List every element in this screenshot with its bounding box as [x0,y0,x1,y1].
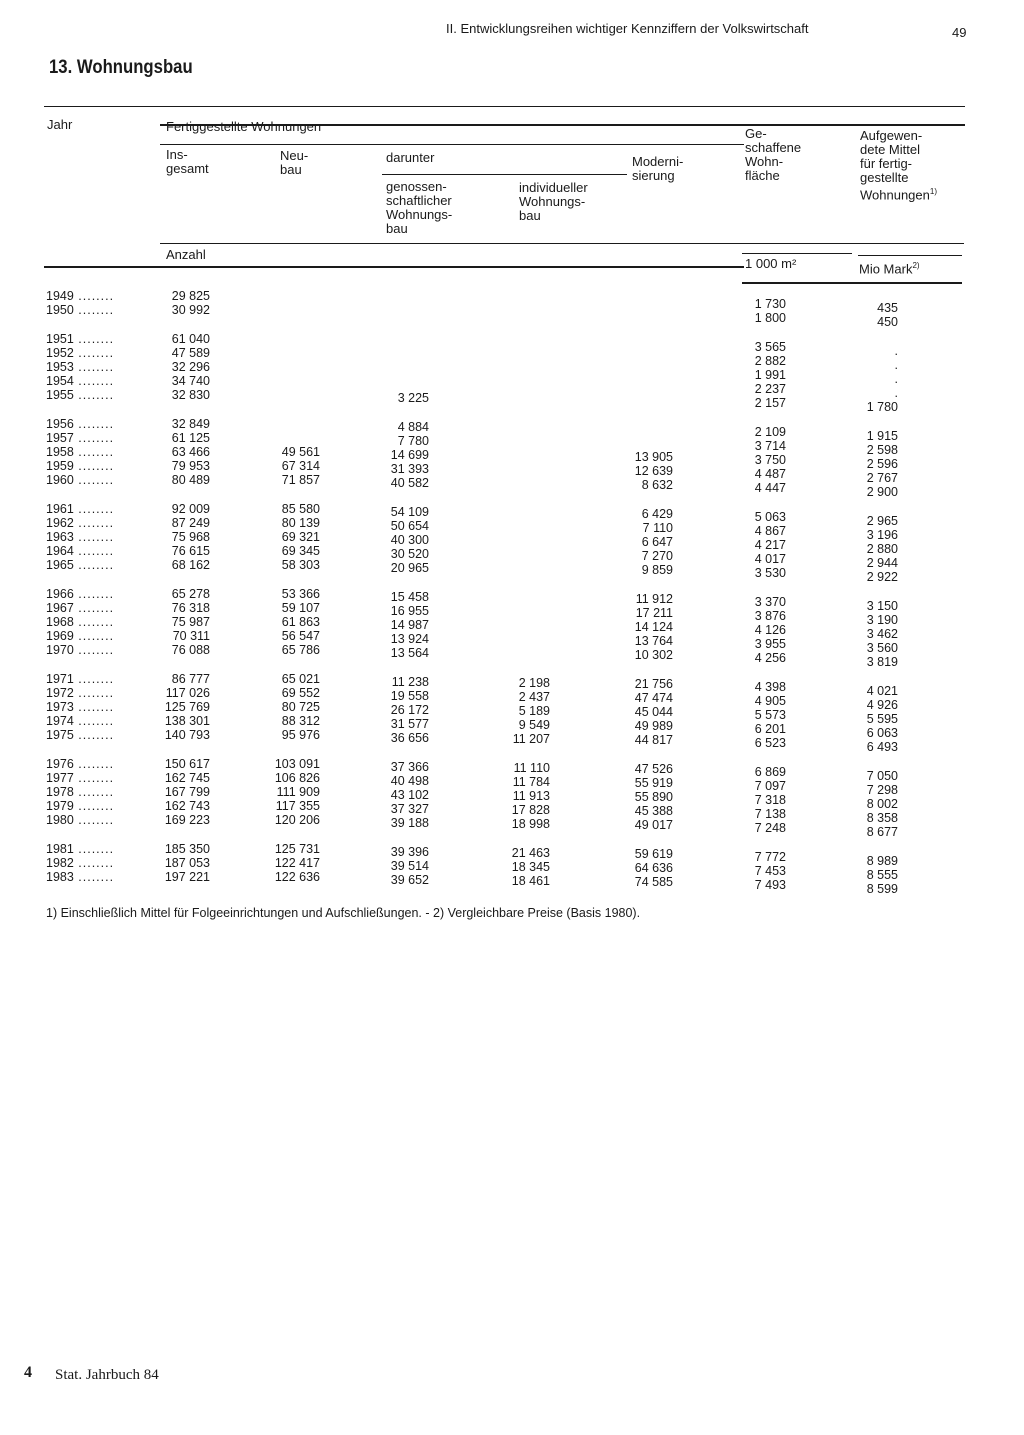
cell-mittel: 1 915 [866,429,898,443]
row-year: 1962 ........ [46,516,115,530]
cell-modern: 49 017 [634,818,673,832]
cell-mittel: 1 780 [866,400,898,414]
cell-insgesamt: 79 953 [171,459,210,473]
cell-genossen: 3 225 [397,391,429,405]
cell-insgesamt: 167 799 [164,785,210,799]
cell-neubau: 125 731 [274,842,320,856]
cell-flaeche: 6 201 [754,722,786,736]
cell-mittel: 3 560 [866,641,898,655]
cell-flaeche: 4 017 [754,552,786,566]
cell-neubau: 65 021 [281,672,320,686]
cell-flaeche: 7 318 [754,793,786,807]
cell-mittel: 435 [877,301,898,315]
cell-modern: 64 636 [634,861,673,875]
cell-flaeche: 7 772 [754,850,786,864]
col-header-fertiggestellte: Fertiggestellte Wohnungen [166,119,322,134]
row-year: 1983 ........ [46,870,115,884]
col-header-individueller: individueller Wohnungs- bau [519,180,588,223]
cell-mittel: 7 050 [866,769,898,783]
cell-flaeche: 3 750 [754,453,786,467]
cell-genossen: 20 965 [390,561,429,575]
cell-insgesamt: 65 278 [171,587,210,601]
cell-genossen: 43 102 [390,788,429,802]
cell-insgesamt: 32 830 [171,388,210,402]
cell-modern: 7 110 [642,521,673,535]
col-header-darunter: darunter [386,150,435,165]
cell-flaeche: 1 991 [754,368,786,382]
cell-neubau: 49 561 [281,445,320,459]
cell-individ: 17 828 [511,803,550,817]
row-year: 1971 ........ [46,672,115,686]
cell-mittel: 6 493 [866,740,898,754]
cell-mittel: 8 599 [866,882,898,896]
row-year: 1979 ........ [46,799,115,813]
cell-mittel: 2 767 [866,471,898,485]
col-header-mittel: Aufgewen- dete Mittel für fertig- gestellte Wohnungen$^{1)}$ [860,128,937,203]
cell-neubau: 67 314 [281,459,320,473]
row-year: 1959 ........ [46,459,115,473]
cell-insgesamt: 32 296 [171,360,210,374]
cell-mittel: 7 298 [866,783,898,797]
cell-insgesamt: 150 617 [164,757,210,771]
cell-genossen: 54 109 [390,505,429,519]
cell-flaeche: 5 063 [754,510,786,524]
cell-mittel: 4 926 [866,698,898,712]
cell-neubau: 120 206 [274,813,320,827]
cell-mittel: 3 196 [866,528,898,542]
row-year: 1954 ........ [46,374,115,388]
cell-insgesamt: 138 301 [164,714,210,728]
row-year: 1963 ........ [46,530,115,544]
cell-neubau: 53 366 [281,587,320,601]
cell-modern: 55 919 [634,776,673,790]
cell-mittel: 2 596 [866,457,898,471]
cell-genossen: 31 577 [390,717,429,731]
cell-insgesamt: 197 221 [164,870,210,884]
row-year: 1974 ........ [46,714,115,728]
cell-neubau: 122 636 [274,870,320,884]
cell-mittel: 2 880 [866,542,898,556]
unit-rule-mark [858,255,962,256]
cell-neubau: 65 786 [281,643,320,657]
cell-insgesamt: 47 589 [171,346,210,360]
cell-genossen: 40 498 [390,774,429,788]
footnote-ref-1: 1) [929,187,937,196]
cell-insgesamt: 76 615 [171,544,210,558]
row-year: 1966 ........ [46,587,115,601]
fertiggestellte-rule [160,144,744,145]
cell-modern: 11 912 [635,592,673,606]
cell-flaeche: 2 237 [754,382,786,396]
cell-insgesamt: 187 053 [164,856,210,870]
cell-modern: 74 585 [634,875,673,889]
cell-neubau: 117 355 [275,799,320,813]
cell-modern: 45 044 [634,705,673,719]
unit-rule-m2 [742,253,852,254]
cell-modern: 45 388 [634,804,673,818]
cell-genossen: 7 780 [397,434,429,448]
body-rule-left [44,266,744,268]
cell-flaeche: 6 523 [754,736,786,750]
row-year: 1953 ........ [46,360,115,374]
cell-genossen: 4 884 [397,420,429,434]
cell-modern: 21 756 [634,677,673,691]
cell-modern: 6 429 [641,507,673,521]
cell-insgesamt: 61 040 [171,332,210,346]
row-year: 1957 ........ [46,431,115,445]
cell-mittel: 2 922 [866,570,898,584]
row-year: 1968 ........ [46,615,115,629]
cell-flaeche: 1 730 [754,297,786,311]
cell-individ: 18 345 [511,860,550,874]
cell-flaeche: 3 876 [754,609,786,623]
cell-flaeche: 2 109 [754,425,786,439]
cell-neubau: 106 826 [274,771,320,785]
cell-mittel: 8 358 [866,811,898,825]
cell-genossen: 39 652 [390,873,429,887]
cell-genossen: 14 699 [390,448,429,462]
cell-insgesamt: 125 769 [164,700,210,714]
cell-individ: 11 207 [512,732,550,746]
cell-insgesamt: 29 825 [171,289,210,303]
cell-individ: 21 463 [511,846,550,860]
cell-flaeche: 5 573 [754,708,786,722]
row-year: 1955 ........ [46,388,115,402]
cell-modern: 14 124 [634,620,673,634]
cell-individ: 11 913 [512,789,550,803]
row-year: 1950 ........ [46,303,115,317]
cell-mittel: 6 063 [866,726,898,740]
row-year: 1965 ........ [46,558,115,572]
cell-individ: 2 437 [518,690,550,704]
row-year: 1973 ........ [46,700,115,714]
cell-flaeche: 3 955 [754,637,786,651]
footnote-ref-2: 2) [912,261,920,270]
cell-neubau: 85 580 [281,502,320,516]
cell-neubau: 80 725 [281,700,320,714]
cell-genossen: 19 558 [390,689,429,703]
cell-genossen: 50 654 [390,519,429,533]
cell-insgesamt: 140 793 [164,728,210,742]
cell-mittel: 2 900 [866,485,898,499]
cell-mittel: . [894,372,898,386]
cell-individ: 18 461 [511,874,550,888]
cell-neubau: 103 091 [274,757,320,771]
row-year: 1956 ........ [46,417,115,431]
cell-neubau: 61 863 [281,615,320,629]
cell-insgesamt: 92 009 [171,502,210,516]
cell-insgesamt: 30 992 [171,303,210,317]
body-rule-right [742,282,962,284]
cell-flaeche: 1 800 [754,311,786,325]
cell-insgesamt: 34 740 [171,374,210,388]
cell-mittel: . [894,358,898,372]
table-title: 13. Wohnungsbau [49,57,193,78]
cell-flaeche: 2 882 [754,354,786,368]
col-header-insgesamt: Ins- gesamt [166,147,209,176]
cell-genossen: 15 458 [390,590,429,604]
col-header-wohnflaeche: Ge- schaffene Wohn- fläche [745,126,802,183]
cell-mittel: 8 555 [866,868,898,882]
unit-rule [160,243,964,244]
cell-insgesamt: 80 489 [171,473,210,487]
cell-individ: 18 998 [511,817,550,831]
cell-genossen: 26 172 [390,703,429,717]
row-year: 1976 ........ [46,757,115,771]
darunter-rule [382,174,627,175]
cell-mittel: 5 595 [866,712,898,726]
cell-genossen: 40 300 [390,533,429,547]
cell-genossen: 39 188 [390,816,429,830]
cell-individ: 11 110 [513,761,550,775]
cell-flaeche: 3 370 [754,595,786,609]
cell-insgesamt: 185 350 [164,842,210,856]
cell-flaeche: 4 487 [754,467,786,481]
cell-mittel: 3 462 [866,627,898,641]
cell-genossen: 30 520 [390,547,429,561]
row-year: 1960 ........ [46,473,115,487]
cell-insgesamt: 76 318 [171,601,210,615]
row-year: 1981 ........ [46,842,115,856]
cell-mittel: 3 150 [866,599,898,613]
row-year: 1982 ........ [46,856,115,870]
cell-mittel: . [894,344,898,358]
row-year: 1952 ........ [46,346,115,360]
cell-insgesamt: 61 125 [171,431,210,445]
cell-individ: 2 198 [518,676,550,690]
cell-modern: 47 474 [634,691,673,705]
unit-mio-mark: Mio Mark$^{2)}$ [859,261,920,277]
col-header-jahr: Jahr [47,117,73,132]
cell-modern: 47 526 [634,762,673,776]
row-year: 1951 ........ [46,332,115,346]
cell-modern: 55 890 [634,790,673,804]
cell-flaeche: 7 248 [754,821,786,835]
cell-modern: 13 905 [634,450,673,464]
cell-flaeche: 4 398 [754,680,786,694]
cell-flaeche: 7 097 [754,779,786,793]
cell-insgesamt: 68 162 [171,558,210,572]
cell-flaeche: 4 447 [754,481,786,495]
cell-individ: 9 549 [518,718,550,732]
row-year: 1970 ........ [46,643,115,657]
cell-flaeche: 6 869 [754,765,786,779]
cell-modern: 6 647 [641,535,673,549]
cell-insgesamt: 76 088 [171,643,210,657]
cell-individ: 5 189 [518,704,550,718]
cell-insgesamt: 75 968 [171,530,210,544]
signature-number: 4 [24,1364,32,1381]
cell-genossen: 16 955 [390,604,429,618]
cell-modern: 59 619 [634,847,673,861]
cell-insgesamt: 75 987 [171,615,210,629]
cell-neubau: 59 107 [281,601,320,615]
cell-genossen: 39 514 [390,859,429,873]
cell-modern: 44 817 [634,733,673,747]
cell-mittel: 2 965 [866,514,898,528]
cell-genossen: 39 396 [390,845,429,859]
row-year: 1964 ........ [46,544,115,558]
cell-mittel: 8 989 [866,854,898,868]
cell-neubau: 80 139 [281,516,320,530]
cell-modern: 7 270 [641,549,673,563]
cell-genossen: 40 582 [390,476,429,490]
cell-modern: 17 211 [635,606,673,620]
cell-neubau: 111 909 [276,785,320,799]
row-year: 1958 ........ [46,445,115,459]
cell-mittel: 2 598 [866,443,898,457]
cell-mittel: 3 190 [866,613,898,627]
cell-genossen: 37 327 [390,802,429,816]
cell-genossen: 14 987 [390,618,429,632]
cell-insgesamt: 63 466 [171,445,210,459]
cell-neubau: 122 417 [274,856,320,870]
cell-flaeche: 7 138 [754,807,786,821]
cell-insgesamt: 162 743 [164,799,210,813]
cell-insgesamt: 87 249 [171,516,210,530]
cell-genossen: 13 564 [390,646,429,660]
cell-mittel: . [894,386,898,400]
col-header-neubau: Neu- bau [280,148,309,177]
cell-genossen: 11 238 [391,675,429,689]
col-header-modernisierung: Moderni- sierung [632,154,684,183]
cell-flaeche: 4 126 [754,623,786,637]
unit-anzahl: Anzahl [166,247,206,262]
cell-modern: 8 632 [641,478,673,492]
cell-insgesamt: 32 849 [171,417,210,431]
cell-individ: 11 784 [512,775,550,789]
cell-flaeche: 3 530 [754,566,786,580]
cell-modern: 49 989 [634,719,673,733]
cell-insgesamt: 162 745 [164,771,210,785]
col-header-genossenschaftlicher: genossen- schaftlicher Wohnungs- bau [386,179,453,236]
row-year: 1977 ........ [46,771,115,785]
bottom-note: Stat. Jahrbuch 84 [55,1367,159,1383]
cell-flaeche: 7 453 [754,864,786,878]
row-year: 1969 ........ [46,629,115,643]
cell-neubau: 69 321 [281,530,320,544]
cell-genossen: 31 393 [390,462,429,476]
cell-mittel: 4 021 [866,684,898,698]
row-year: 1978 ........ [46,785,115,799]
cell-flaeche: 2 157 [754,396,786,410]
cell-neubau: 69 345 [281,544,320,558]
page-number: 49 [952,25,967,40]
section-header: II. Entwicklungsreihen wichtiger Kennziffern der Volkswirtschaft [446,21,809,36]
cell-genossen: 36 656 [390,731,429,745]
row-year: 1961 ........ [46,502,115,516]
cell-mittel: 450 [877,315,898,329]
row-year: 1980 ........ [46,813,115,827]
cell-mittel: 3 819 [866,655,898,669]
footnote: 1) Einschließlich Mittel für Folgeeinrichtungen und Aufschließungen. - 2) Vergleichbare Preise (Basis 1980). [46,906,641,920]
row-year: 1972 ........ [46,686,115,700]
cell-modern: 13 764 [634,634,673,648]
row-year: 1949 ........ [46,289,115,303]
cell-flaeche: 4 867 [754,524,786,538]
cell-neubau: 56 547 [281,629,320,643]
unit-m2: 1 000 m² [745,256,797,271]
cell-modern: 10 302 [634,648,673,662]
cell-insgesamt: 86 777 [171,672,210,686]
cell-neubau: 69 552 [281,686,320,700]
cell-flaeche: 4 256 [754,651,786,665]
cell-neubau: 95 976 [281,728,320,742]
cell-mittel: 8 002 [866,797,898,811]
cell-neubau: 88 312 [281,714,320,728]
cell-genossen: 37 366 [390,760,429,774]
row-year: 1975 ........ [46,728,115,742]
cell-flaeche: 4 217 [754,538,786,552]
cell-mittel: 2 944 [866,556,898,570]
cell-neubau: 58 303 [281,558,320,572]
cell-flaeche: 4 905 [754,694,786,708]
cell-modern: 9 859 [641,563,673,577]
cell-flaeche: 3 565 [754,340,786,354]
cell-flaeche: 3 714 [754,439,786,453]
cell-neubau: 71 857 [281,473,320,487]
row-year: 1967 ........ [46,601,115,615]
top-rule [44,106,965,107]
cell-flaeche: 7 493 [754,878,786,892]
cell-genossen: 13 924 [390,632,429,646]
cell-insgesamt: 169 223 [164,813,210,827]
cell-modern: 12 639 [634,464,673,478]
cell-insgesamt: 70 311 [172,629,210,643]
cell-insgesamt: 117 026 [165,686,210,700]
cell-mittel: 8 677 [866,825,898,839]
